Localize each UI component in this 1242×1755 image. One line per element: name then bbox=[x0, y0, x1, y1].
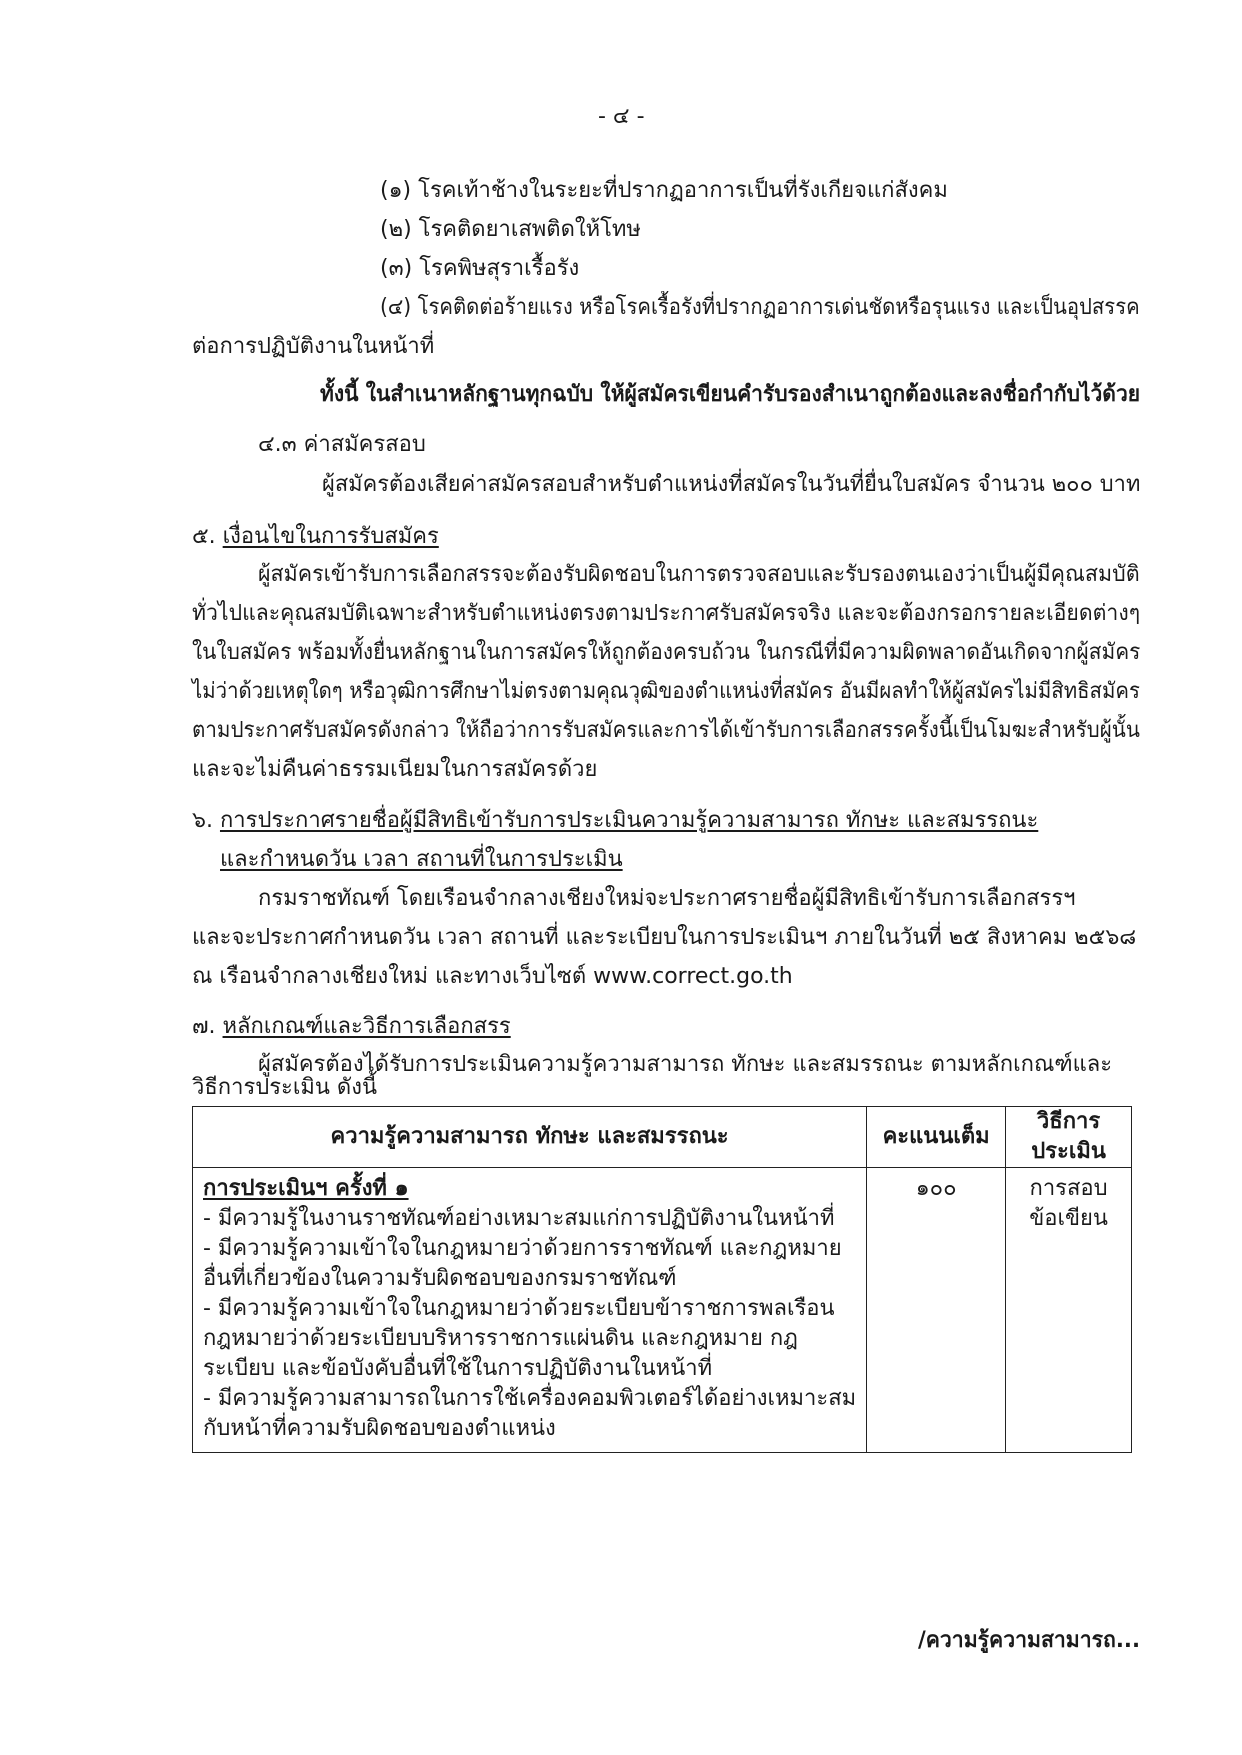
section5-line-4: ไม่ว่าด้วยเหตุใดๆ หรือวุฒิการศึกษาไม่ตรงตามคุณวุฒิของตำแหน่งที่สมัคร อันมีผลทำให้ผู้สมัครไม่มีสิทธิสมัคร bbox=[192, 679, 1140, 704]
fee-heading: ๔.๓ ค่าสมัครสอบ bbox=[258, 432, 426, 457]
section5-line-2: ทั่วไปและคุณสมบัติเฉพาะสำหรับตำแหน่งตรงตามประกาศรับสมัครจริง และจะต้องกรอกรายละเอียดต่างๆ bbox=[192, 601, 1141, 626]
section5-number: ๕. bbox=[192, 524, 216, 549]
section6-line-1: กรมราชทัณฑ์ โดยเรือนจำกลางเชียงใหม่จะประกาศรายชื่อผู้มีสิทธิเข้ารับการเลือกสรรฯ bbox=[258, 886, 1076, 911]
score-cell: ๑๐๐ bbox=[867, 1168, 1006, 1453]
section7-line-2: วิธีการประเมิน ดังนี้ bbox=[192, 1075, 377, 1100]
section5-title: เงื่อนไขในการรับสมัคร bbox=[222, 524, 439, 549]
section5-line-5: ตามประกาศรับสมัครดังกล่าว ให้ถือว่าการรับสมัครและการได้เข้ารับการเลือกสรรครั้งนี้เป็นโมฆะสำหรับผู้นั้น bbox=[192, 718, 1140, 743]
header-method: วิธีการประเมิน bbox=[1006, 1107, 1132, 1168]
section5-line-1: ผู้สมัครเข้ารับการเลือกสรรจะต้องรับผิดชอบในการตรวจสอบและรับรองตนเองว่าเป็นผู้มีคุณสมบัติ bbox=[258, 562, 1140, 587]
criteria-item: กับหน้าที่ความรับผิดชอบของตำแหน่ง bbox=[203, 1416, 556, 1441]
section6-heading-line-1 bbox=[192, 806, 1038, 836]
disease-item-3: (๓) โรคพิษสุราเรื้อรัง bbox=[380, 256, 580, 281]
section6-title-2: และกำหนดวัน เวลา สถานที่ในการประเมิน bbox=[220, 847, 623, 872]
section5-heading bbox=[192, 522, 439, 552]
section6-number: ๖. bbox=[192, 808, 213, 833]
section7-number: ๗. bbox=[192, 1014, 216, 1039]
page-number: - ๔ - bbox=[598, 104, 645, 129]
section6-title-1: การประกาศรายชื่อผู้มีสิทธิเข้ารับการประเมินความรู้ความสามารถ ทักษะ และสมรรถนะ bbox=[219, 808, 1039, 833]
table-header-row bbox=[193, 1107, 1132, 1168]
section7-title: หลักเกณฑ์และวิธีการเลือกสรร bbox=[222, 1014, 511, 1039]
criteria-item: ระเบียบ และข้อบังคับอื่นที่ใช้ในการปฏิบัติงานในหน้าที่ bbox=[203, 1356, 713, 1381]
criteria-item: - มีความรู้ความเข้าใจในกฎหมายว่าด้วยระเบียบข้าราชการพลเรือน bbox=[203, 1296, 835, 1321]
section7-heading bbox=[192, 1012, 511, 1042]
criteria-item: - มีความรู้ความสามารถในการใช้เครื่องคอมพิวเตอร์ได้อย่างเหมาะสม bbox=[203, 1386, 857, 1411]
section6-line-2: และจะประกาศกำหนดวัน เวลา สถานที่ และระเบียบในการประเมินฯ ภายในวันที่ ๒๕ สิงหาคม ๒๕๖๘ bbox=[192, 925, 1137, 950]
disease-item-4-continued: ต่อการปฏิบัติงานในหน้าที่ bbox=[192, 334, 435, 359]
criteria-item: อื่นที่เกี่ยวข้องในความรับผิดชอบของกรมราชทัณฑ์ bbox=[203, 1266, 677, 1291]
section5-line-3: ในใบสมัคร พร้อมทั้งยื่นหลักฐานในการสมัครให้ถูกต้องครบถ้วน ในกรณีที่มีความผิดพลาดอันเกิดจากผู้สมัคร bbox=[192, 640, 1141, 665]
round-title: การประเมินฯ ครั้งที่ ๑ bbox=[203, 1176, 409, 1201]
table-row bbox=[193, 1168, 1132, 1453]
header-competency: ความรู้ความสามารถ ทักษะ และสมรรถนะ bbox=[193, 1107, 867, 1168]
competency-cell bbox=[193, 1168, 867, 1453]
certify-note: ทั้งนี้ ในสำเนาหลักฐานทุกฉบับ ให้ผู้สมัครเขียนคำรับรองสำเนาถูกต้องและลงชื่อกำกับไว้ด้วย bbox=[320, 382, 1141, 407]
disease-item-4: (๔) โรคติดต่อร้ายแรง หรือโรคเรื้อรังที่ปรากฏอาการเด่นชัดหรือรุนแรง และเป็นอุปสรรค bbox=[380, 295, 1140, 320]
criteria-table bbox=[192, 1106, 1132, 1453]
method-cell: การสอบข้อเขียน bbox=[1006, 1168, 1132, 1453]
header-full-score: คะแนนเต็ม bbox=[867, 1107, 1006, 1168]
section7-line-1: ผู้สมัครต้องได้รับการประเมินความรู้ความสามารถ ทักษะ และสมรรถนะ ตามหลักเกณฑ์และ bbox=[258, 1052, 1113, 1077]
disease-item-1: (๑) โรคเท้าช้างในระยะที่ปรากฏอาการเป็นที่รังเกียจแก่สังคม bbox=[380, 178, 948, 203]
criteria-item: - มีความรู้ในงานราชทัณฑ์อย่างเหมาะสมแก่การปฏิบัติงานในหน้าที่ bbox=[203, 1206, 835, 1231]
criteria-item: กฎหมายว่าด้วยระเบียบบริหารราชการแผ่นดิน และกฎหมาย กฎ bbox=[203, 1326, 798, 1351]
disease-item-2: (๒) โรคติดยาเสพติดให้โทษ bbox=[380, 217, 641, 242]
section5-line-6: และจะไม่คืนค่าธรรมเนียมในการสมัครด้วย bbox=[192, 757, 598, 782]
fee-text: ผู้สมัครต้องเสียค่าสมัครสอบสำหรับตำแหน่งที่สมัครในวันที่ยื่นใบสมัคร จำนวน ๒๐๐ บาท bbox=[322, 472, 1141, 497]
criteria-item: - มีความรู้ความเข้าใจในกฎหมายว่าด้วยการราชทัณฑ์ และกฎหมาย bbox=[203, 1236, 842, 1261]
continuation-text: /ความรู้ความสามารถ... bbox=[918, 1628, 1141, 1653]
section6-line-3: ณ เรือนจำกลางเชียงใหม่ และทางเว็บไซต์ www.correct.go.th bbox=[192, 964, 793, 989]
